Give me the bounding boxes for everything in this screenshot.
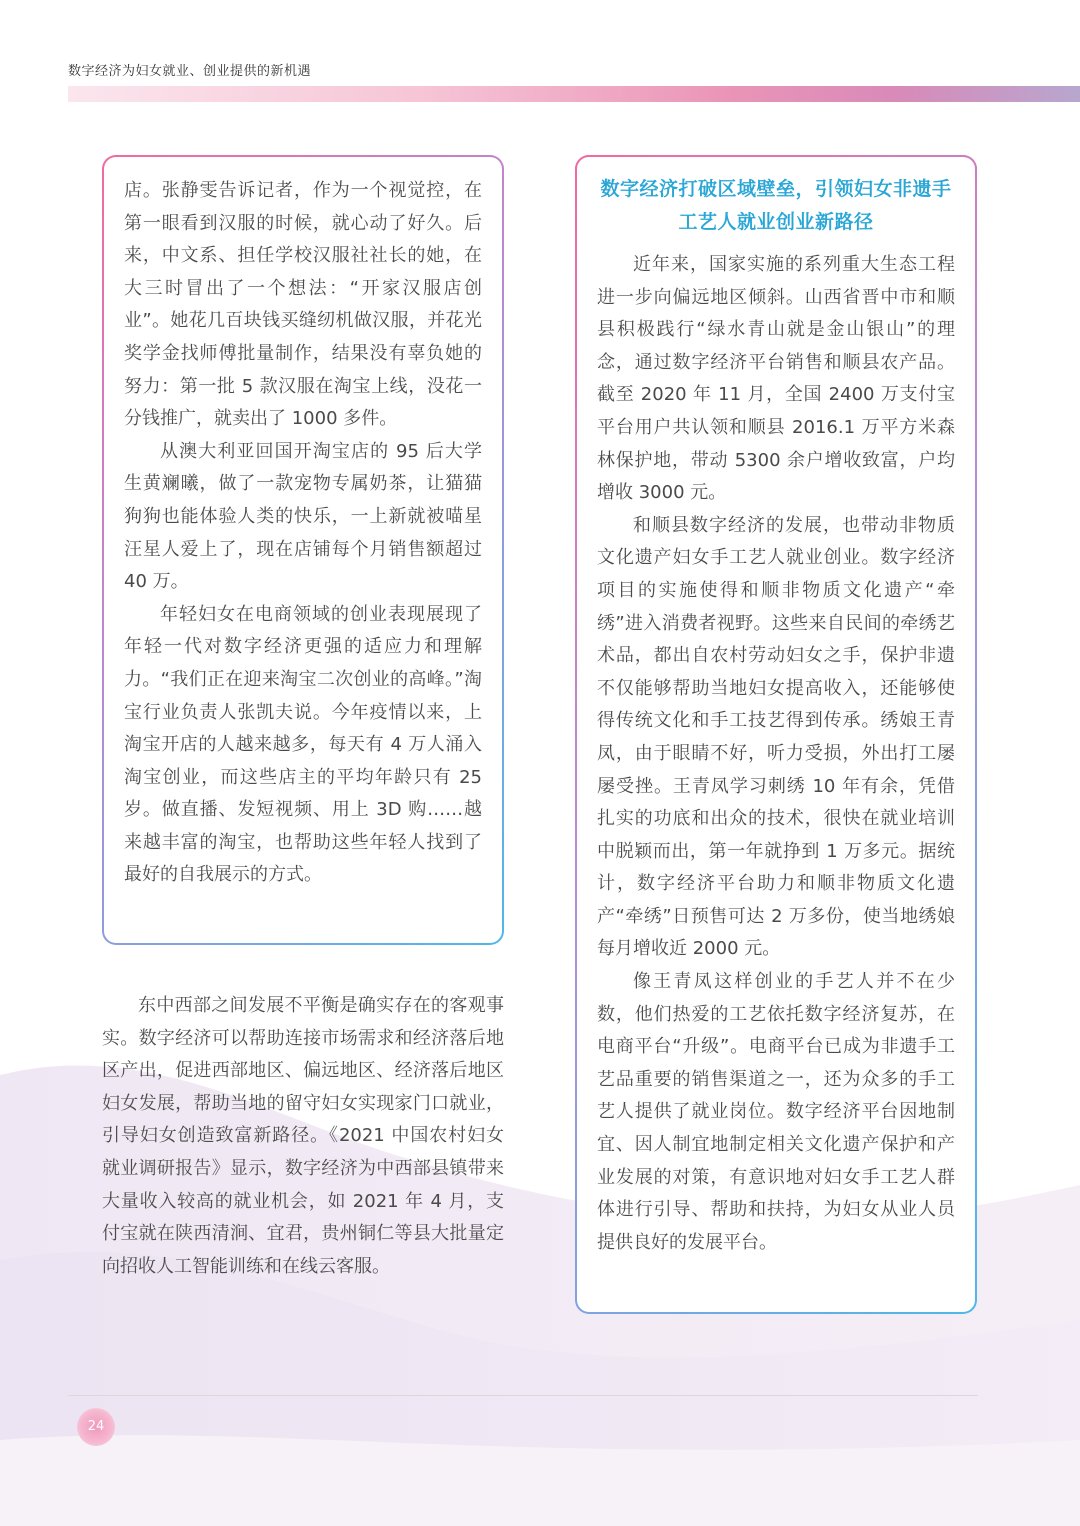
footer-divider xyxy=(68,1395,978,1396)
left-body-paragraph: 东中西部之间发展不平衡是确实存在的客观事实。数字经济可以帮助连接市场需求和经济落后地区产出，促进西部地区、偏远地区、经济落后地区妇女发展，帮助当地的留守妇女实现家门口就业，引导妇女创造致富新路径。《2021 中国农村妇女就业调研报告》显示，数字经济为中西部县镇带来大量收入较高的就业机会，如 2021 年 4 月，支付宝就在陕西清涧、宜君，贵州铜仁等县大批量定向招收人工智能训练和在线云客服。 xyxy=(102,995,504,1277)
left-story-box xyxy=(102,155,504,945)
left-box-paragraph-1: 店。张静雯告诉记者，作为一个视觉控，在第一眼看到汉服的时候，就心动了好久。后来，中文系、担任学校汉服社社长的她，在大三时冒出了一个想法：“开家汉服店创业”。她花几百块钱买缝纫机做汉服，并花光奖学金找师傅批量制作，结果没有辜负她的努力：第一批 5 款汉服在淘宝上线，没花一分钱推广，就卖出了 1000 多件。 xyxy=(124,180,482,430)
left-body-text xyxy=(102,990,504,1283)
running-header-title: 数字经济为妇女就业、创业提供的新机遇 xyxy=(68,64,312,79)
page-number: 24 xyxy=(77,1408,115,1446)
header-gradient-bar xyxy=(68,86,1080,102)
right-box-paragraph-2: 和顺县数字经济的发展，也带动非物质文化遗产妇女手工艺人就业创业。数字经济项目的实施使得和顺非物质文化遗产“牵绣”进入消费者视野。这些来自民间的牵绣艺术品，都出自农村劳动妇女之手，保护非遗不仅能够帮助当地妇女提高收入，还能够使得传统文化和手工技艺得到传承。绣娘王青凤，由于眼睛不好，听力受损，外出打工屡屡受挫。王青凤学习刺绣 10 年有余，凭借扎实的功底和出众的技术，很快在就业培训中脱颖而出，第一年就挣到 1 万多元。据统计，数字经济平台助力和顺非物质文化遗产“牵绣”日预售可达 2 万多份，使当地绣娘每月增收近 2000 元。 xyxy=(597,514,955,960)
right-box-paragraph-1: 近年来，国家实施的系列重大生态工程进一步向偏远地区倾斜。山西省晋中市和顺县积极践行“绿水青山就是金山银山”的理念，通过数字经济平台销售和顺县农产品。截至 2020 年 11 月，全国 2400 万支付宝平台用户共认领和顺县 2016.1 万平方米森林保护地，带动 5300 余户增收致富，户均增收 3000 元。 xyxy=(597,254,955,504)
right-box-title: 数字经济打破区域壁垒，引领妇女非遗手工艺人就业创业新路径 xyxy=(600,178,952,233)
right-story-box-main xyxy=(575,155,977,1314)
left-box-paragraph-2: 从澳大利亚回国开淘宝店的 95 后大学生黄斓曦，做了一款宠物专属奶茶，让猫猫狗狗也能体验人类的快乐，一上新就被喵星汪星人爱上了，现在店铺每个月销售额超过 40 万。 xyxy=(124,440,482,593)
left-box-paragraph-3: 年轻妇女在电商领域的创业表现展现了年轻一代对数字经济更强的适应力和理解力。“我们正在迎来淘宝二次创业的高峰。”淘宝行业负责人张凯夫说。今年疫情以来，上淘宝开店的人越来越多，每天有 4 万人涌入淘宝创业，而这些店主的平均年龄只有 25 岁。做直播、发短视频、用上 3D 购……越来越丰富的淘宝，也帮助这些年轻人找到了最好的自我展示的方式。 xyxy=(124,603,482,886)
right-box-paragraph-3: 像王青凤这样创业的手艺人并不在少数，他们热爱的工艺依托数字经济复苏，在电商平台“升级”。电商平台已成为非遗手工艺品重要的销售渠道之一，还为众多的手工艺人提供了就业岗位。数字经济平台因地制宜、因人制宜地制定相关文化遗产保护和产业发展的对策，有意识地对妇女手工艺人群体进行引导、帮助和扶持，为妇女从业人员提供良好的发展平台。 xyxy=(597,971,955,1253)
